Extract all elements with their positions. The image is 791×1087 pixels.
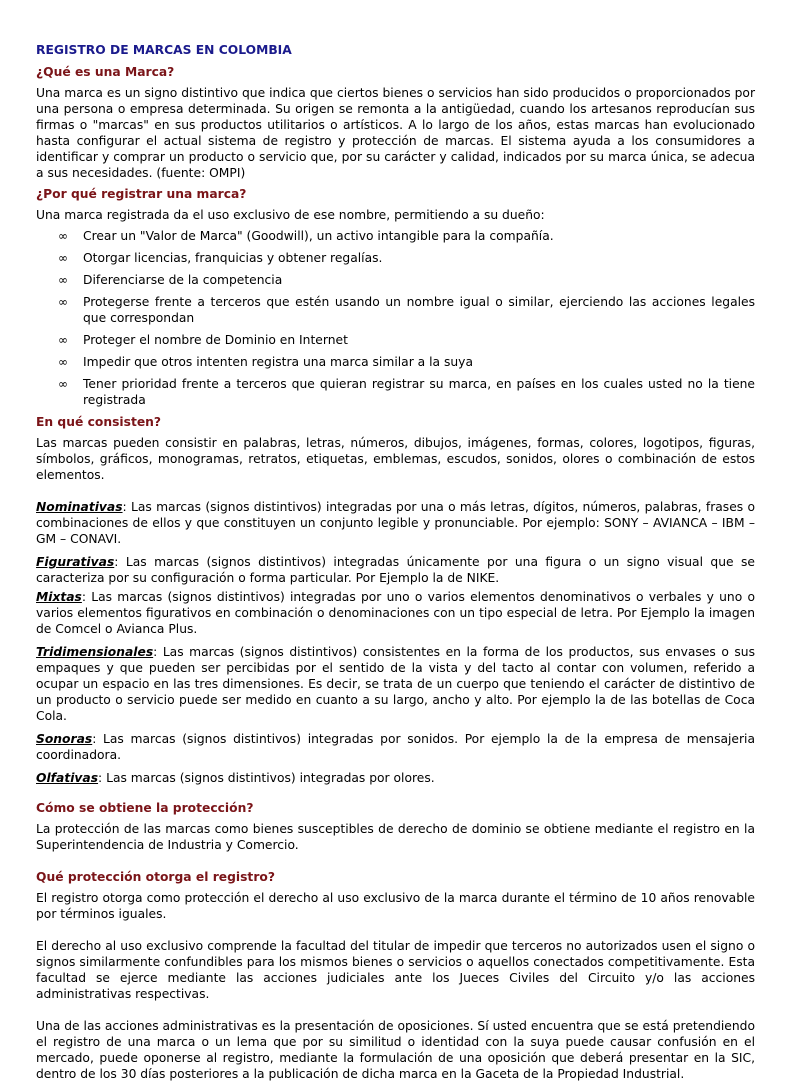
document-title: REGISTRO DE MARCAS EN COLOMBIA xyxy=(36,43,292,57)
infinity-bullet-icon: ∞ xyxy=(58,273,68,287)
type-nominativas xyxy=(36,499,755,547)
paragraph-proteccion-3: Una de las acciones administrativas es la presentación de oposiciones. Sí usted encuentra que se está pretendiendo el registro de una marca o un lema que por su similitud o identidad con la suya puede causar confusión en el mercado, puede oponerse al registro, mediante la formulación de una oposición que deberá presentar en la SIC, dentro de los 30 días posteriores a la publicación de dicha marca en la Gaceta de la Propiedad Industrial. xyxy=(36,1019,755,1081)
list-item xyxy=(36,376,755,408)
term-nominativas: Nominativas xyxy=(36,500,123,514)
paragraph-como-se-obtiene: La protección de las marcas como bienes susceptibles de derecho de dominio se obtiene mediante el registro en la Superintendencia de Industria y Comercio. xyxy=(36,822,755,852)
infinity-bullet-icon: ∞ xyxy=(58,355,68,369)
type-description: : Las marcas (signos distintivos) integradas por una o más letras, dígitos, números, palabras, frases o combinaciones de ellos y que constituyen un conjunto legible y pronunciable. Por ejemplo: SONY – AVIANCA – IBM – GM – CONAVI. xyxy=(36,500,755,546)
list-item-text: Diferenciarse de la competencia xyxy=(83,273,283,287)
infinity-bullet-icon: ∞ xyxy=(58,229,68,243)
term-figurativas: Figurativas xyxy=(36,555,115,569)
term-mixtas: Mixtas xyxy=(36,590,82,604)
type-description: : Las marcas (signos distintivos) consistentes en la forma de los productos, sus envases o sus empaques y que pueden ser percibidas por el sentido de la vista y del tacto al contar con volumen, referido a ocupar un espacio en las tres dimensiones. Es decir, se trata de un cuerpo que teniendo el carácter de distintivo de un producto o servicio puede ser medido en cuanto a su largo, ancho y alto. Por ejemplo la de las botellas de Coca Cola. xyxy=(36,645,755,723)
heading-por-que-registrar: ¿Por qué registrar una marca? xyxy=(36,187,247,201)
infinity-bullet-icon: ∞ xyxy=(58,251,68,265)
term-tridimensionales: Tridimensionales xyxy=(36,645,154,659)
term-sonoras: Sonoras xyxy=(36,732,93,746)
list-item xyxy=(36,228,755,244)
paragraph-proteccion-1: El registro otorga como protección el derecho al uso exclusivo de la marca durante el término de 10 años renovable por términos iguales. xyxy=(36,891,755,921)
list-item xyxy=(36,250,755,266)
heading-como-se-obtiene: Cómo se obtiene la protección? xyxy=(36,801,254,815)
paragraph-en-que-consisten: Las marcas pueden consistir en palabras, letras, números, dibujos, imágenes, formas, colores, logotipos, figuras, símbolos, gráficos, monogramas, retratos, etiquetas, emblemas, escudos, sonidos, olores o combinación de estos elementos. xyxy=(36,436,755,482)
list-item-text: Proteger el nombre de Dominio en Internet xyxy=(83,333,348,347)
type-mixtas xyxy=(36,589,755,637)
type-tridimensionales xyxy=(36,644,755,724)
type-olfativas xyxy=(36,770,755,786)
list-item-text: Tener prioridad frente a terceros que quieran registrar su marca, en países en los cuales usted no la tiene registrada xyxy=(83,377,755,407)
list-item-text: Protegerse frente a terceros que estén usando un nombre igual o similar, ejerciendo las acciones legales que correspondan xyxy=(83,295,755,325)
type-description: : Las marcas (signos distintivos) integradas por sonidos. Por ejemplo la de la empresa de mensajeria coordinadora. xyxy=(36,732,755,762)
infinity-bullet-icon: ∞ xyxy=(58,377,68,391)
type-figurativas xyxy=(36,554,755,586)
benefits-list xyxy=(36,228,755,408)
heading-en-que-consisten: En qué consisten? xyxy=(36,415,162,429)
infinity-bullet-icon: ∞ xyxy=(58,295,68,309)
type-description: : Las marcas (signos distintivos) integradas únicamente por una figura o un signo visual que se caracteriza por su configuración o forma particular. Por Ejemplo la de NIKE. xyxy=(36,555,755,585)
type-description: : Las marcas (signos distintivos) integradas por olores. xyxy=(98,771,435,785)
list-item xyxy=(36,332,755,348)
term-olfativas: Olfativas xyxy=(36,771,99,785)
document-page xyxy=(36,36,755,1087)
paragraph-por-que-intro: Una marca registrada da el uso exclusivo de ese nombre, permitiendo a su dueño: xyxy=(36,208,545,222)
paragraph-proteccion-2: El derecho al uso exclusivo comprende la facultad del titular de impedir que terceros no autorizados usen el signo o signos similarmente confundibles para los mismos bienes o servicios o aquellos conectados competitivamente. Esta facultad se ejerce mediante las acciones judiciales ante los Jueces Civiles del Circuito y/o las acciones administrativas respectivas. xyxy=(36,939,755,1001)
type-sonoras xyxy=(36,731,755,763)
heading-que-proteccion: Qué protección otorga el registro? xyxy=(36,870,275,884)
type-description: : Las marcas (signos distintivos) integradas por uno o varios elementos denominativos o verbales y uno o varios elementos figurativos en combinación o denominaciones con un tipo especial de letra. Por Ejemplo la imagen de Comcel o Avianca Plus. xyxy=(36,590,755,636)
list-item xyxy=(36,294,755,326)
list-item xyxy=(36,354,755,370)
heading-que-es-marca: ¿Qué es una Marca? xyxy=(36,65,175,79)
list-item-text: Impedir que otros intenten registra una marca similar a la suya xyxy=(83,355,473,369)
infinity-bullet-icon: ∞ xyxy=(58,333,68,347)
paragraph-que-es-marca: Una marca es un signo distintivo que indica que ciertos bienes o servicios han sido producidos o proporcionados por una persona o empresa determinada. Su origen se remonta a la antigüedad, cuando los artesanos reproducían sus firmas o "marcas" en sus productos utilitarios o artísticos. A lo largo de los años, estas marcas han evolucionado hasta configurar el actual sistema de registro y protección de marcas. El sistema ayuda a los consumidores a identificar y comprar un producto o servicio que, por su carácter y calidad, indicados por su marca única, se adecua a sus necesidades. (fuente: OMPI) xyxy=(36,86,755,180)
list-item-text: Crear un "Valor de Marca" (Goodwill), un activo intangible para la compañía. xyxy=(83,229,554,243)
marca-types xyxy=(36,499,755,786)
list-item-text: Otorgar licencias, franquicias y obtener regalías. xyxy=(83,251,383,265)
list-item xyxy=(36,272,755,288)
